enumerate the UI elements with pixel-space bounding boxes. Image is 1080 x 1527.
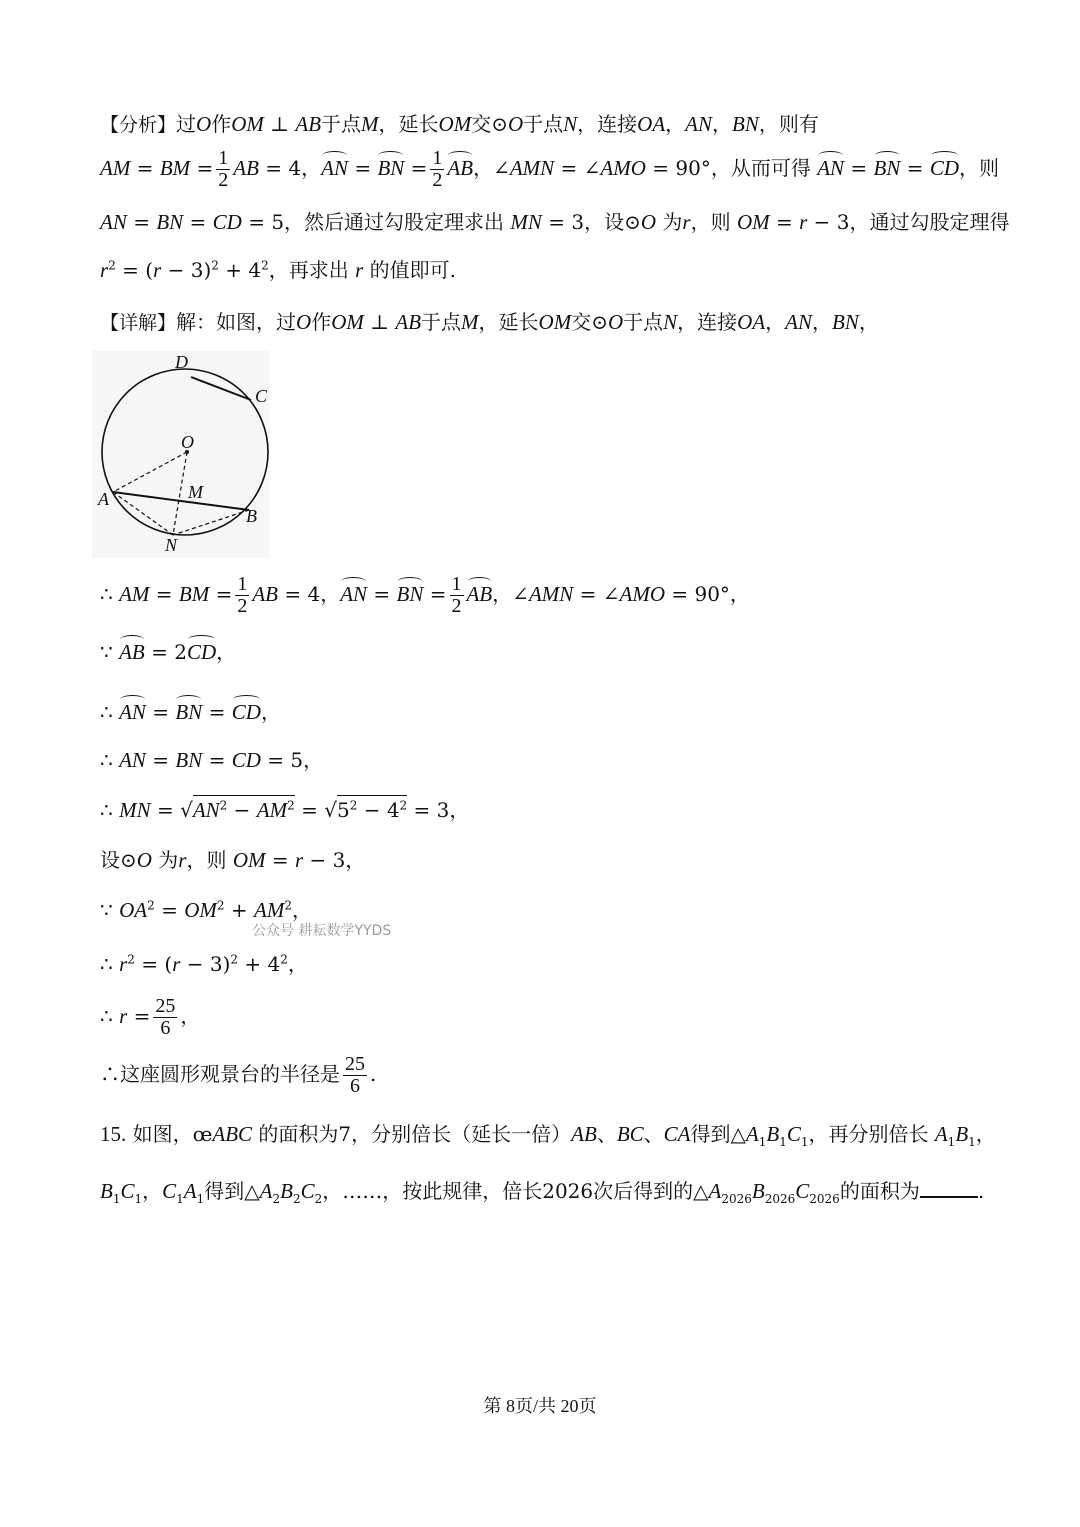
page-footer: 第 8页/共 20页: [483, 1396, 597, 1416]
analysis-tag: 【分析】: [100, 114, 177, 136]
label-n: N: [165, 535, 178, 555]
label-m: M: [188, 482, 203, 502]
step-2: ∵ AB = 2CD，: [100, 640, 237, 664]
analysis-line-1: 【分析】过O作OM ⊥ AB于点M，延长OM交⊙O于点N，连接OA，AN，BN，则有: [100, 112, 819, 136]
step-3: ∴ AN = BN = CD，: [100, 700, 281, 724]
circle-figure: [92, 350, 282, 560]
step-8: ∴ $r^2 = (r - 3)^2 + 4^2$，: [100, 952, 308, 976]
analysis-line-2: AM = BM = $\frac{1}{2}$ AB = 4，AN = BN = $\frac{1}{2}$ AB，∠AMN = ∠AMO = 90°，从而可得 AN = BN = CD，则: [100, 147, 1000, 191]
step-4: ∴ AN = BN = CD = 5，: [100, 748, 324, 772]
analysis-line-4: $r^2 = (r - 3)^2 + 4^2$，再求出 r 的值即可.: [100, 258, 457, 282]
label-c: C: [255, 386, 268, 406]
detail-tag: 【详解】: [100, 312, 177, 334]
detail-intro: 【详解】解：如图，过O作OM ⊥ AB于点M，延长OM交⊙O于点N，连接OA，AN，BN，: [100, 310, 879, 334]
label-a: A: [98, 489, 109, 509]
step-9: ∴ r = $\frac{25}{6}$ ，: [100, 995, 201, 1039]
answer-blank[interactable]: [920, 1178, 978, 1198]
step-7: ∵ $OA^2 = OM^2 + AM^2$，: [100, 898, 312, 922]
watermark: 公众号 耕耘数学YYDS: [252, 923, 392, 939]
label-b: B: [246, 506, 257, 526]
analysis-line-3: AN = BN = CD = 5，然后通过勾股定理求出 MN = 3，设⊙O 为r，则 OM = r − 3，通过勾股定理得: [100, 210, 1010, 234]
figure-background: [92, 350, 270, 558]
step-5: ∴ MN = $√AN^2 - AM^2 = √5^2 - 4^2 = 3$，: [100, 798, 469, 823]
step-1: ∴ AM = BM = $\frac{1}{2}$ AB = 4，AN = BN = $\frac{1}{2}$ AB，∠AMN = ∠AMO = 90°，: [100, 573, 750, 617]
label-d: D: [175, 352, 188, 372]
problem-15-line-2: $B_1C_1$，$C_1A_1$得到$\triangle A_2B_2C_2$，……，按此规律，倍长2026次后得到的$\triangle A_{2026}B_{2026}C_{2026}$的面积为 .: [100, 1179, 985, 1206]
step-6: 设⊙O 为r，则 OM = r − 3，: [100, 848, 366, 872]
problem-15-line-1: 15. 如图，œABC 的面积为7，分别倍长（延长一倍）AB、BC、CA得到$\triangle A_1B_1C_1$，再分别倍长 $A_1B_1$，: [100, 1122, 996, 1149]
label-o: O: [181, 432, 194, 452]
step-10: ∴这座圆形观景台的半径是 $\frac{25}{6}$ .: [100, 1053, 377, 1097]
